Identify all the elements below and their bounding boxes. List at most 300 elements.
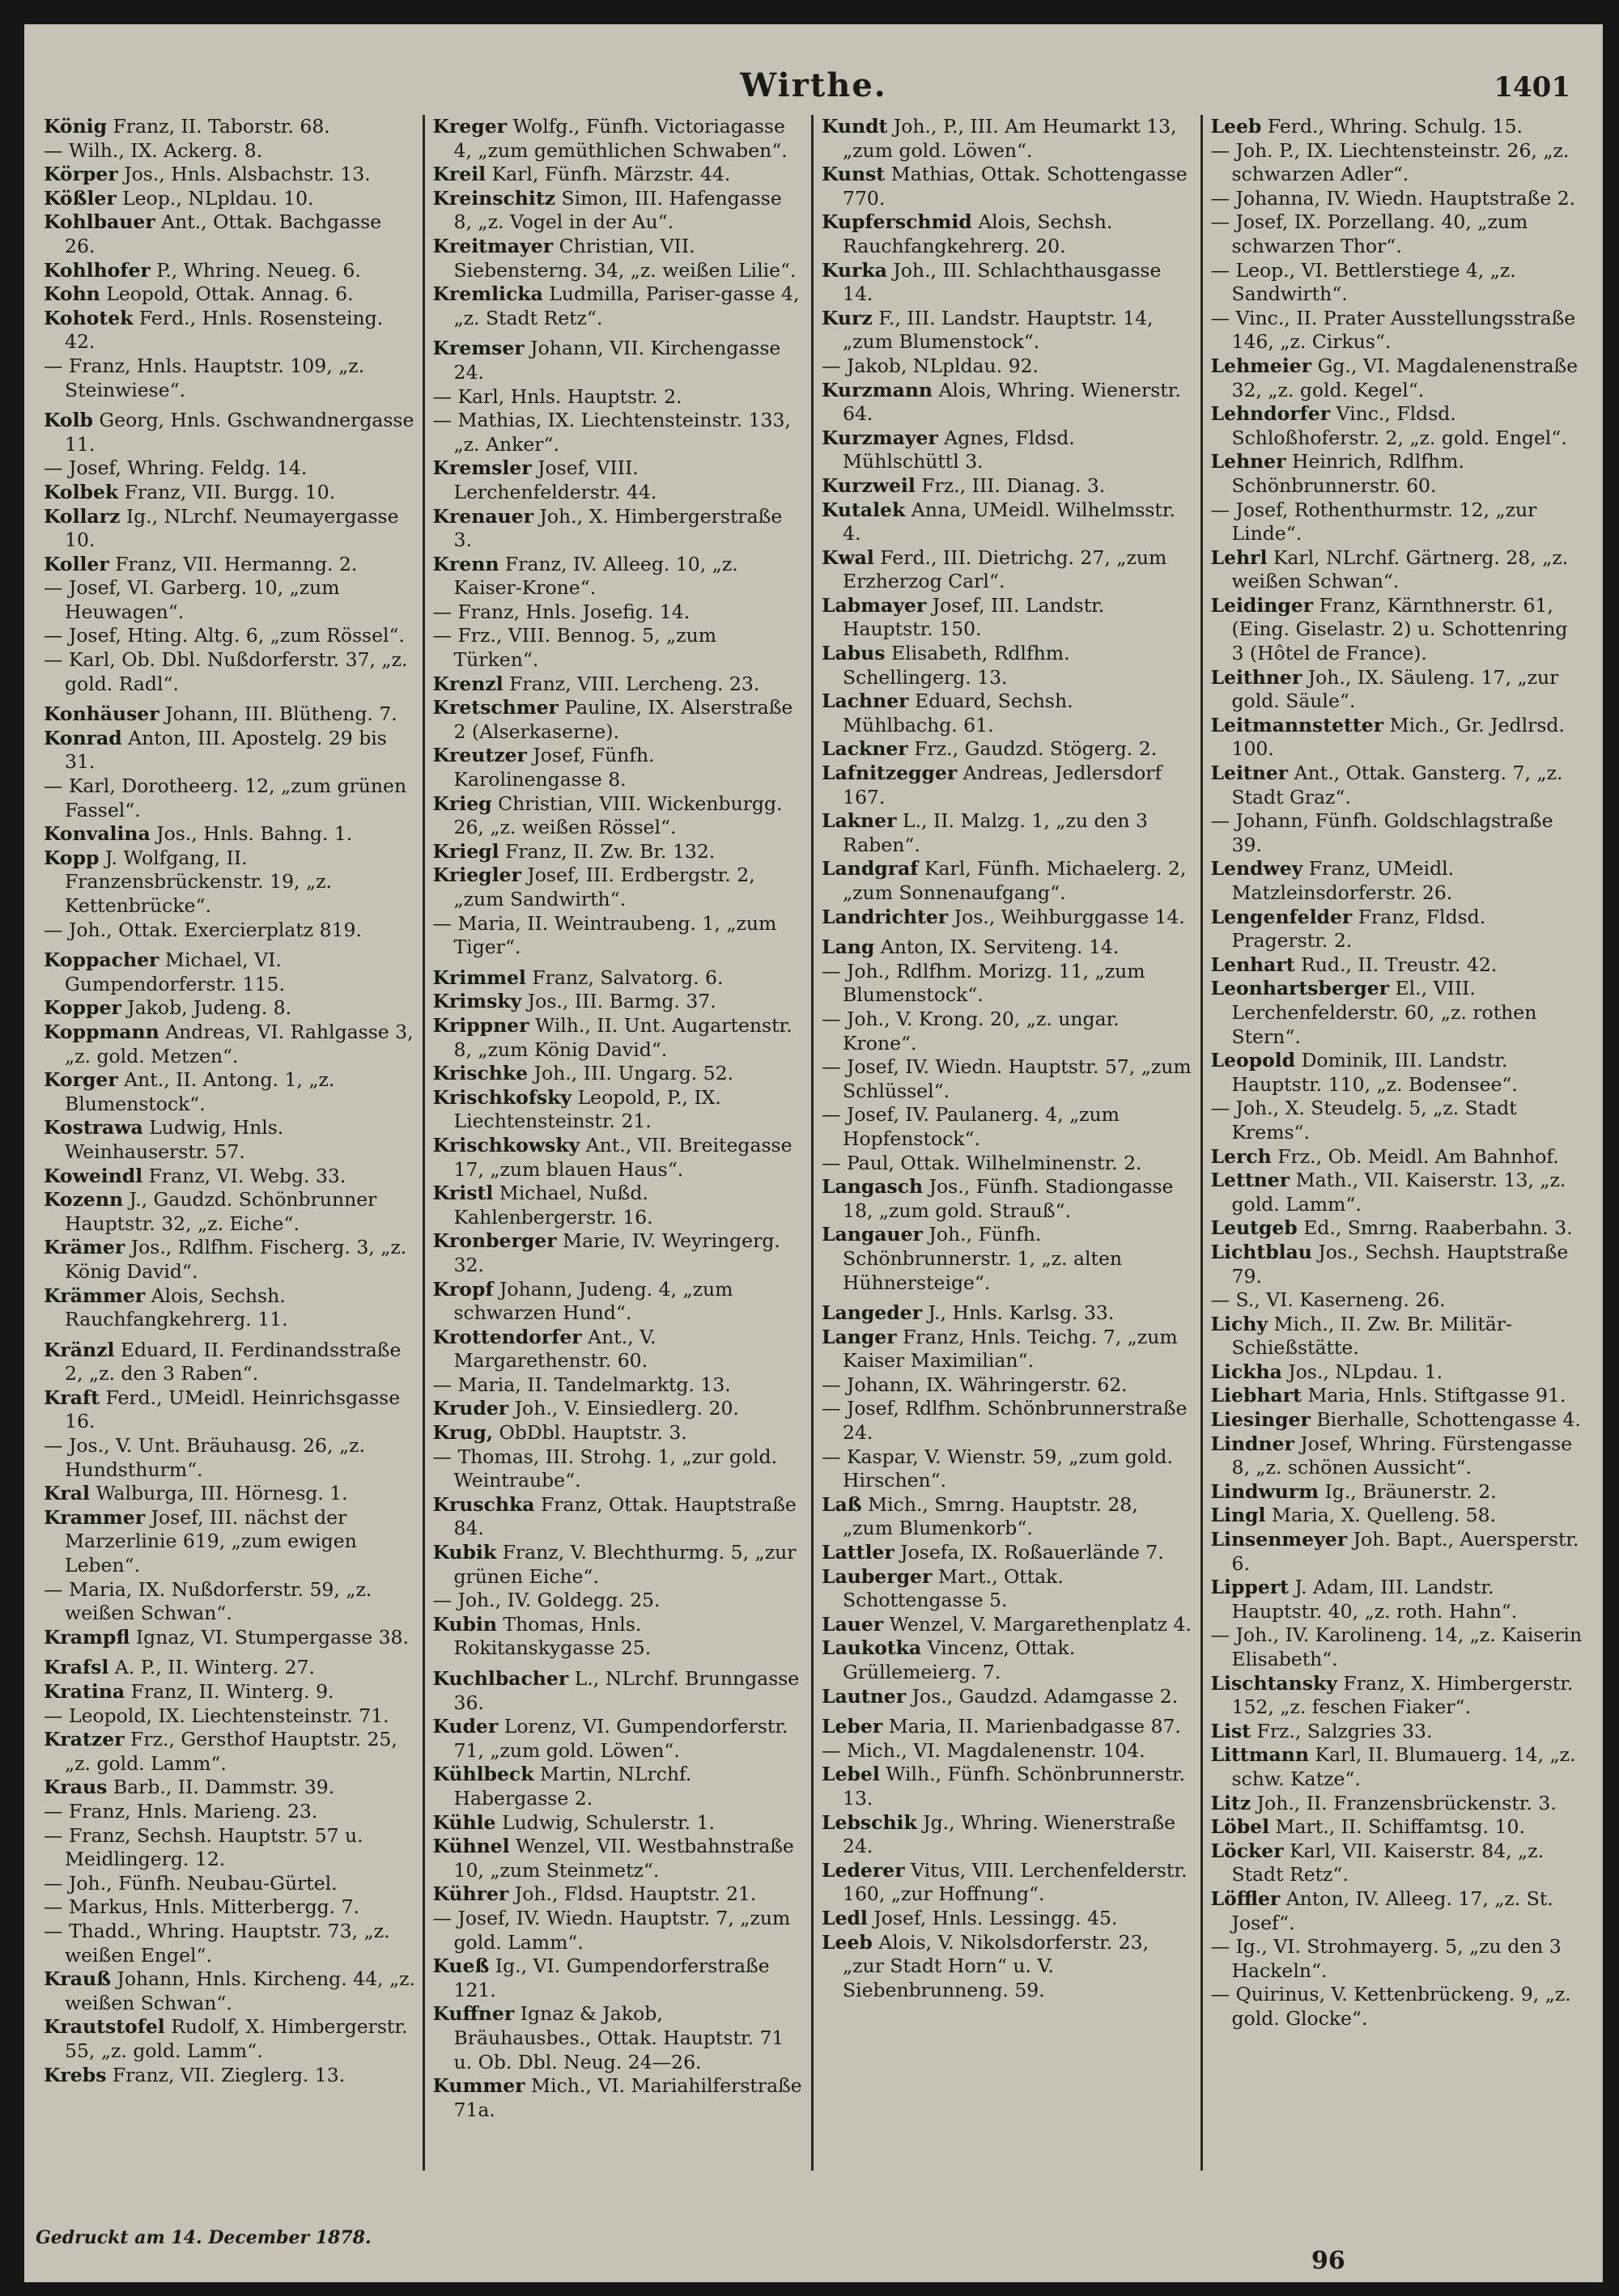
entry-name: Kretschmer bbox=[432, 696, 559, 719]
directory-entry bbox=[822, 1685, 1194, 1709]
entry-details: — Josef, IV. Paulanerg. 4, „zum Hopfenstock“. bbox=[822, 1103, 1120, 1150]
directory-entry bbox=[1211, 1384, 1586, 1408]
entry-details: Ant., II. Antong. 1, „z. Blumenstock“. bbox=[65, 1068, 335, 1115]
entry-name: Lingl bbox=[1210, 1504, 1266, 1527]
directory-entry bbox=[1211, 1935, 1586, 1983]
directory-entry bbox=[1211, 1528, 1586, 1576]
entry-details: Karl, NLrchf. Gärtnerg. 28, „z. weißen Schwan“. bbox=[1231, 545, 1569, 593]
entry-name: Kurzmayer bbox=[822, 426, 938, 449]
directory-entry bbox=[1211, 953, 1586, 978]
entry-name: Landgraf bbox=[822, 857, 919, 881]
entry-name: Kraft bbox=[44, 1386, 100, 1409]
entry-details: — Joh., V. Krong. 20, „z. ungar. Krone“. bbox=[822, 1007, 1120, 1055]
directory-entry bbox=[822, 1445, 1194, 1493]
entry-details: — Vinc., II. Prater Ausstellungsstraße 146, „z. Cirkus“. bbox=[1210, 306, 1576, 354]
entry-details: Mich., II. Zw. Br. Militär-Schießstätte. bbox=[1231, 1312, 1512, 1360]
entry-details: — Josef, Rdlfhm. Schönbrunnerstraße 24. bbox=[822, 1397, 1188, 1445]
entry-details: Jos., Rdlfhm. Fischerg. 3, „z. König David“. bbox=[65, 1236, 407, 1283]
entry-name: Krämmer bbox=[44, 1284, 146, 1307]
directory-entry bbox=[822, 546, 1194, 594]
entry-details: J., Gaudzd. Schönbrunner Hauptstr. 32, „z. Eiche“. bbox=[65, 1188, 377, 1235]
entry-details: Ant., Ottak. Gansterg. 7, „z. Stadt Graz“. bbox=[1231, 762, 1563, 808]
directory-entry bbox=[433, 744, 805, 792]
directory-entry bbox=[1211, 1241, 1586, 1288]
entry-name: Liebhart bbox=[1210, 1384, 1302, 1407]
directory-entry bbox=[433, 1445, 805, 1493]
directory-entry bbox=[44, 259, 416, 283]
entry-details: Anton, III. Apostelg. 29 bis 31. bbox=[65, 726, 387, 774]
entry-name: Lickha bbox=[1210, 1360, 1282, 1383]
directory-entry bbox=[1211, 139, 1586, 187]
entry-details: Lorenz, VI. Gumpendorferstr. 71, „zum gold. Löwen“. bbox=[453, 1715, 788, 1762]
entry-name: Lederer bbox=[822, 1858, 905, 1882]
directory-entry bbox=[433, 1835, 805, 1882]
entry-name: Kränzl bbox=[44, 1338, 115, 1361]
entry-name: Leitmannstetter bbox=[1210, 713, 1384, 736]
directory-entry bbox=[822, 1763, 1194, 1810]
entry-details: — Joh., X. Steudelg. 5, „z. Stadt Krems“. bbox=[1210, 1097, 1517, 1144]
entry-name: Koppacher bbox=[44, 949, 159, 972]
directory-entry bbox=[44, 1434, 416, 1482]
entry-name: Kratina bbox=[44, 1680, 125, 1703]
directory-entry bbox=[822, 1931, 1194, 2003]
directory-entry bbox=[44, 139, 416, 163]
entry-details: — Mich., VI. Magdalenenstr. 104. bbox=[822, 1738, 1145, 1762]
directory-entry bbox=[822, 1907, 1194, 1931]
directory-entry bbox=[433, 1397, 805, 1421]
entry-details: Anton, IV. Alleeg. 17, „z. St. Josef“. bbox=[1231, 1886, 1553, 1934]
entry-name: Langasch bbox=[822, 1175, 924, 1199]
directory-entry bbox=[433, 115, 805, 163]
entry-details: Alois, Sechsh. Rauchfangkehrerg. 20. bbox=[843, 210, 1113, 257]
entry-details: Andreas, VI. Rahlgasse 3, „z. gold. Metzen“. bbox=[65, 1020, 414, 1067]
entry-details: Joh., II. Franzensbrückenstr. 3. bbox=[1251, 1791, 1557, 1814]
directory-entry bbox=[44, 163, 416, 187]
directory-entry bbox=[1211, 1504, 1586, 1528]
directory-entry bbox=[1211, 1360, 1586, 1385]
entry-name: Krottendorfer bbox=[432, 1325, 582, 1348]
entry-name: König bbox=[44, 115, 108, 138]
entry-details: Josefa, IX. Roßauerlände 7. bbox=[894, 1541, 1164, 1564]
directory-entry bbox=[822, 1811, 1194, 1859]
entry-details: Karl, Fünfh. Michaelerg. 2, „zum Sonnenaufgang“. bbox=[843, 857, 1187, 904]
entry-name: Kremser bbox=[432, 337, 525, 360]
entry-name: Kollarz bbox=[44, 504, 121, 528]
entry-details: Martin, NLrchf. Habergasse 2. bbox=[453, 1763, 692, 1810]
directory-entry bbox=[44, 1021, 416, 1068]
entry-name: Koppmann bbox=[44, 1020, 159, 1043]
entry-name: Lehrl bbox=[1210, 545, 1268, 569]
directory-entry bbox=[822, 1055, 1194, 1103]
directory-entry bbox=[822, 1301, 1194, 1326]
directory-entry bbox=[433, 1763, 805, 1810]
directory-entry bbox=[433, 2002, 805, 2074]
directory-entry bbox=[44, 1680, 416, 1704]
entry-name: Kral bbox=[44, 1482, 90, 1505]
directory-entry bbox=[44, 1578, 416, 1626]
entry-name: Leonhartsberger bbox=[1210, 977, 1390, 1000]
entry-details: Franz, VII. Burgg. 10. bbox=[118, 480, 336, 503]
directory-entry bbox=[433, 1373, 805, 1398]
entry-name: Kurka bbox=[822, 258, 887, 282]
directory-entry bbox=[433, 1811, 805, 1836]
entry-details: Jos., NLpdau. 1. bbox=[1281, 1360, 1443, 1383]
directory-entry bbox=[44, 1165, 416, 1189]
directory-entry bbox=[44, 115, 416, 139]
entry-details: Maria, X. Quelleng. 58. bbox=[1265, 1504, 1497, 1527]
entry-details: Marie, IV. Weyringerg. 32. bbox=[453, 1229, 780, 1276]
directory-entry bbox=[433, 966, 805, 991]
entry-details: Alois, Sechsh. Rauchfangkehrerg. 11. bbox=[65, 1284, 288, 1331]
directory-entry bbox=[822, 642, 1194, 690]
entry-name: Lichtblau bbox=[1210, 1240, 1312, 1263]
directory-entry bbox=[1211, 1145, 1586, 1169]
entry-name: Löffler bbox=[1210, 1886, 1281, 1910]
entry-details: Franz, II. Taborstr. 68. bbox=[107, 115, 330, 138]
entry-name: Ledl bbox=[822, 1906, 868, 1929]
entry-name: Lindner bbox=[1210, 1432, 1294, 1455]
entry-details: — Josef, Hting. Altg. 6, „zum Rössel“. bbox=[44, 624, 405, 647]
entry-details: — Joh., Rdlfhm. Morizg. 11, „zum Blumenstock“. bbox=[822, 959, 1145, 1007]
directory-entry bbox=[44, 1800, 416, 1824]
directory-entry bbox=[44, 1116, 416, 1164]
entry-name: Konvalina bbox=[44, 822, 151, 846]
entry-name: Lauer bbox=[822, 1612, 884, 1636]
directory-entry bbox=[433, 385, 805, 410]
directory-entry bbox=[433, 1229, 805, 1277]
entry-name: Laukotka bbox=[822, 1636, 922, 1660]
entry-details: — Joh., IV. Karolineng. 14, „z. Kaiserin Elisabeth“. bbox=[1210, 1623, 1583, 1670]
entry-details: Mart., Ottak. Schottengasse 5. bbox=[843, 1564, 1064, 1612]
directory-entry bbox=[433, 1062, 805, 1086]
entry-name: Lerch bbox=[1210, 1144, 1272, 1168]
entry-name: Lindwurm bbox=[1210, 1479, 1319, 1503]
entry-name: Kohn bbox=[44, 282, 100, 306]
entry-name: Kronberger bbox=[432, 1229, 557, 1253]
directory-entry bbox=[44, 1386, 416, 1434]
entry-name: Krenzl bbox=[432, 672, 504, 695]
entry-name: Lauberger bbox=[822, 1564, 933, 1588]
entry-name: Kuffner bbox=[432, 2002, 515, 2026]
entry-name: Krenn bbox=[432, 552, 499, 575]
entry-details: Johann, VII. Kirchengasse 24. bbox=[453, 337, 781, 384]
entry-name: Leeb bbox=[1210, 115, 1262, 138]
entry-name: Krippner bbox=[432, 1013, 529, 1037]
entry-details: — Johanna, IV. Wiedn. Hauptstraße 2. bbox=[1210, 186, 1576, 210]
entry-details: Jos., III. Barmg. 37. bbox=[521, 990, 716, 1013]
entry-details: Joh. Bapt., Auersperstr. 6. bbox=[1231, 1528, 1579, 1575]
entry-details: F., III. Landstr. Hauptstr. 14, „zum Blumenstock“. bbox=[843, 306, 1154, 354]
directory-page bbox=[24, 24, 1603, 2282]
directory-entry bbox=[44, 553, 416, 577]
entry-details: Joh., P., III. Am Heumarkt 13, „zum gold. Löwen“. bbox=[843, 115, 1177, 162]
directory-entry bbox=[822, 1715, 1194, 1739]
entry-details: Franz, VII. Hermanng. 2. bbox=[108, 552, 358, 575]
entry-name: Litz bbox=[1210, 1791, 1251, 1814]
entry-details: Christian, VII. Siebensterng. 34, „z. weißen Lilie“. bbox=[453, 234, 797, 282]
entry-name: Kopp bbox=[44, 846, 100, 869]
directory-entry bbox=[433, 1086, 805, 1134]
directory-entry bbox=[1211, 714, 1586, 762]
entry-details: — Maria, IX. Nußdorferstr. 59, „z. weißen Schwan“. bbox=[44, 1577, 372, 1625]
entry-name: Kreil bbox=[432, 163, 487, 186]
directory-entry bbox=[1211, 1480, 1586, 1504]
entry-name: List bbox=[1210, 1719, 1251, 1742]
directory-entry bbox=[433, 1541, 805, 1589]
directory-entry bbox=[822, 1541, 1194, 1565]
entry-details: — Johann, IX. Währingerstr. 62. bbox=[822, 1373, 1128, 1396]
entry-name: Liesinger bbox=[1210, 1408, 1311, 1432]
entry-columns bbox=[36, 115, 1591, 2171]
directory-entry bbox=[1211, 762, 1586, 809]
entry-name: Krischkofsky bbox=[432, 1085, 572, 1109]
entry-name: Kreinschitz bbox=[432, 186, 556, 210]
directory-entry bbox=[44, 702, 416, 727]
entry-details: Vincenz, Ottak. Grüllemeierg. 7. bbox=[843, 1636, 1076, 1683]
entry-name: Lakner bbox=[822, 809, 897, 833]
directory-entry bbox=[44, 919, 416, 943]
entry-name: Lang bbox=[822, 936, 875, 959]
directory-entry bbox=[433, 624, 805, 672]
entry-name: Lackner bbox=[822, 737, 908, 761]
entry-details: J. Wolfgang, II. Franzensbrückenstr. 19, „z. Kettenbrücke“. bbox=[65, 846, 332, 917]
entry-name: Löbel bbox=[1210, 1815, 1270, 1839]
entry-details: Jos., Weihburggasse 14. bbox=[948, 905, 1185, 928]
entry-name: Lebschik bbox=[822, 1810, 917, 1834]
entry-name: Kührer bbox=[432, 1882, 509, 1906]
directory-entry bbox=[1211, 857, 1586, 905]
directory-entry bbox=[1211, 1097, 1586, 1144]
directory-entry bbox=[44, 775, 416, 822]
entry-details: Mart., II. Schiffamtsg. 10. bbox=[1269, 1815, 1525, 1839]
entry-details: — Karl, Hnls. Hauptstr. 2. bbox=[432, 384, 682, 408]
directory-entry bbox=[1211, 354, 1586, 402]
entry-name: Leitner bbox=[1210, 762, 1289, 785]
directory-entry bbox=[822, 427, 1194, 474]
directory-entry bbox=[44, 1284, 416, 1332]
directory-entry bbox=[1211, 1623, 1586, 1671]
directory-entry bbox=[822, 474, 1194, 499]
directory-entry bbox=[433, 840, 805, 864]
entry-details: — Mathias, IX. Liechtensteinstr. 133, „z. Anker“. bbox=[432, 409, 791, 456]
directory-entry bbox=[44, 1872, 416, 1896]
entry-name: Krenauer bbox=[432, 504, 533, 528]
entry-details: Josef, Hnls. Lessingg. 45. bbox=[867, 1906, 1118, 1929]
entry-details: Agnes, Fldsd. Mühlschüttl 3. bbox=[843, 426, 1075, 473]
directory-entry bbox=[822, 354, 1194, 379]
entry-name: Lachner bbox=[822, 690, 909, 713]
entry-details: Mich., VI. Mariahilferstraße 71a. bbox=[453, 2074, 802, 2121]
entry-details: — Josef, Whring. Feldg. 14. bbox=[44, 456, 308, 480]
directory-entry bbox=[433, 2074, 805, 2122]
directory-entry bbox=[44, 307, 416, 354]
entry-details: Rud., II. Treustr. 42. bbox=[1294, 953, 1498, 976]
entry-name: Lattler bbox=[822, 1541, 894, 1564]
directory-entry bbox=[433, 553, 805, 601]
directory-entry bbox=[433, 505, 805, 553]
entry-details: Gg., VI. Magdalenenstraße 32, „z. gold. Kegel“. bbox=[1231, 354, 1579, 401]
entry-details: J. Adam, III. Landstr. Hauptstr. 40, „z. roth. Hahn“. bbox=[1231, 1576, 1518, 1623]
directory-entry bbox=[1211, 1576, 1586, 1623]
entry-name: Kuchlbacher bbox=[432, 1667, 569, 1690]
directory-entry bbox=[44, 1704, 416, 1729]
entry-details: ObDbl. Hauptstr. 3. bbox=[493, 1421, 687, 1445]
directory-entry bbox=[822, 379, 1194, 427]
entry-name: Kremsler bbox=[432, 456, 532, 480]
entry-name: Kostrawa bbox=[44, 1116, 143, 1140]
entry-name: Krebs bbox=[44, 2063, 107, 2086]
entry-name: Kößler bbox=[44, 186, 117, 210]
directory-entry bbox=[433, 282, 805, 330]
entry-details: — Jakob, NLpldau. 92. bbox=[822, 354, 1039, 377]
entry-name: Leopold bbox=[1210, 1049, 1296, 1072]
directory-entry bbox=[433, 1589, 805, 1613]
entry-name: Kreitmayer bbox=[432, 234, 554, 257]
directory-entry bbox=[1211, 1743, 1586, 1791]
entry-name: Krauß bbox=[44, 1967, 111, 1991]
entry-name: Konrad bbox=[44, 726, 122, 749]
entry-name: Krieg bbox=[432, 792, 492, 815]
entry-details: Wenzel, VII. Westbahnstraße 10, „zum Steinmetz“. bbox=[453, 1835, 794, 1882]
directory-entry bbox=[822, 1152, 1194, 1176]
directory-entry bbox=[44, 1236, 416, 1284]
entry-details: Vinc., Fldsd. Schloßhoferstr. 2, „z. gold. Engel“. bbox=[1231, 402, 1567, 449]
entry-name: Kreutzer bbox=[432, 744, 527, 767]
entry-details: Franz, VII. Zieglerg. 13. bbox=[106, 2063, 346, 2086]
directory-entry bbox=[433, 187, 805, 235]
directory-entry bbox=[822, 1326, 1194, 1373]
directory-entry bbox=[44, 1626, 416, 1650]
entry-details: — Joh., Fünfh. Neubau-Gürtel. bbox=[44, 1871, 338, 1895]
entry-details: Franz, II. Winterg. 9. bbox=[125, 1680, 334, 1703]
entry-details: Jos., Sechsh. Hauptstraße 79. bbox=[1231, 1240, 1569, 1288]
directory-entry bbox=[433, 990, 805, 1014]
entry-details: Franz, Hnls. Teichg. 7, „zum Kaiser Maximilian“. bbox=[843, 1325, 1178, 1373]
directory-entry bbox=[822, 809, 1194, 857]
entry-name: Kueß bbox=[432, 1954, 490, 1978]
entry-details: Frz., Salzgries 33. bbox=[1251, 1719, 1433, 1742]
directory-entry bbox=[822, 906, 1194, 930]
entry-details: Anna, UMeidl. Wilhelmsstr. 4. bbox=[843, 498, 1176, 545]
entry-details: Ig., NLrchf. Neumayergasse 10. bbox=[65, 504, 399, 552]
directory-entry bbox=[433, 1907, 805, 1954]
entry-details: Franz, Salvatorg. 6. bbox=[525, 966, 724, 989]
directory-entry bbox=[1211, 1216, 1586, 1241]
entry-name: Langauer bbox=[822, 1223, 923, 1246]
entry-details: Ant., V. Margarethenstr. 60. bbox=[453, 1325, 657, 1373]
directory-entry bbox=[433, 1954, 805, 2002]
entry-name: Löcker bbox=[1210, 1839, 1284, 1862]
directory-entry bbox=[822, 1175, 1194, 1223]
entry-name: Kwal bbox=[822, 545, 874, 569]
directory-entry bbox=[1211, 546, 1586, 594]
entry-details: Frz., Gaudzd. Stögerg. 2. bbox=[907, 737, 1158, 761]
directory-entry bbox=[1211, 307, 1586, 354]
entry-details: Math., VII. Kaiserstr. 13, „z. gold. Lamm“. bbox=[1231, 1169, 1566, 1216]
entry-name: Lichy bbox=[1210, 1312, 1268, 1335]
entry-details: — Franz, Sechsh. Hauptstr. 57 u. Meidlingerg. 12. bbox=[44, 1823, 363, 1871]
entry-details: Johann, III. Blütheng. 7. bbox=[159, 702, 397, 726]
entry-name: Kundt bbox=[822, 115, 888, 138]
entry-details: Johann, Hnls. Kircheng. 44, „z. weißen Schwan“. bbox=[65, 1967, 416, 2014]
directory-entry bbox=[44, 624, 416, 648]
directory-entry bbox=[44, 1967, 416, 2015]
entry-name: Kühnel bbox=[432, 1835, 510, 1858]
entry-name: Krimmel bbox=[432, 966, 526, 989]
entry-details: — Joh., Ottak. Exercierplatz 819. bbox=[44, 918, 362, 941]
directory-entry bbox=[1211, 450, 1586, 498]
entry-name: Kruder bbox=[432, 1397, 509, 1420]
entry-details: Leopold, P., IX. Liechtensteinstr. 21. bbox=[453, 1085, 721, 1133]
directory-entry bbox=[433, 1278, 805, 1326]
entry-details: Jakob, Judeng. 8. bbox=[121, 996, 292, 1020]
directory-entry bbox=[822, 594, 1194, 642]
entry-details: Ig., Bräunerstr. 2. bbox=[1319, 1479, 1497, 1503]
entry-details: Georg, Hnls. Gschwandnergasse 11. bbox=[65, 409, 414, 456]
directory-entry bbox=[433, 601, 805, 625]
entry-details: Elisabeth, Rdlfhm. Schellingerg. 13. bbox=[843, 642, 1070, 689]
entry-details: — Maria, II. Weintraubeng. 1, „zum Tiger“. bbox=[432, 911, 777, 959]
entry-details: Leop., NLpldau. 10. bbox=[116, 186, 314, 210]
directory-entry bbox=[44, 1776, 416, 1800]
page-title: Wirthe. bbox=[740, 66, 887, 104]
entry-name: Krafsl bbox=[44, 1656, 109, 1679]
column-2 bbox=[425, 115, 814, 2171]
entry-details: Ignaz & Jakob, Bräuhausbes., Ottak. Hauptstr. 71 u. Ob. Dbl. Neug. 24—26. bbox=[453, 2002, 784, 2073]
entry-name: Koweindl bbox=[44, 1164, 143, 1187]
directory-entry bbox=[1211, 906, 1586, 953]
directory-entry bbox=[44, 949, 416, 996]
entry-details: Jg., Whring. Wienerstraße 24. bbox=[843, 1810, 1176, 1858]
signature-mark: 96 bbox=[1311, 2247, 1345, 2275]
directory-entry bbox=[822, 163, 1194, 210]
directory-entry bbox=[822, 115, 1194, 163]
directory-entry bbox=[44, 1920, 416, 1967]
entry-details: Alois, V. Nikolsdorferstr. 23, „zur Stadt Horn“ u. V. Siebenbrunneng. 59. bbox=[843, 1930, 1149, 2001]
entry-name: Krug, bbox=[432, 1421, 494, 1445]
entry-details: Ludwig, Schulerstr. 1. bbox=[495, 1810, 716, 1834]
entry-details: Franz, UMeidl. Matzleinsdorferstr. 26. bbox=[1231, 857, 1455, 904]
entry-details: — Markus, Hnls. Mitterbergg. 7. bbox=[44, 1895, 360, 1919]
directory-entry bbox=[44, 1728, 416, 1776]
directory-entry bbox=[1211, 666, 1586, 714]
entry-details: Rudolf, X. Himbergerstr. 55, „z. gold. Lamm“. bbox=[65, 2015, 408, 2062]
directory-entry bbox=[433, 1182, 805, 1229]
entry-details: Josef, Whring. Fürstengasse 8, „z. schönen Aussicht“. bbox=[1231, 1432, 1573, 1479]
entry-name: Kubin bbox=[432, 1612, 497, 1636]
directory-entry bbox=[822, 690, 1194, 737]
entry-name: Koller bbox=[44, 552, 109, 575]
entry-name: Krischkowsky bbox=[432, 1133, 580, 1156]
directory-entry bbox=[44, 1895, 416, 1920]
directory-entry bbox=[1211, 977, 1586, 1049]
entry-name: Kurzweil bbox=[822, 473, 916, 497]
directory-entry bbox=[44, 187, 416, 211]
entry-details: Ferd., UMeidl. Heinrichsgasse 16. bbox=[65, 1386, 401, 1433]
entry-name: Kutalek bbox=[822, 498, 906, 521]
directory-entry bbox=[1211, 1049, 1586, 1097]
entry-details: Eduard, Sechsh. Mühlbachg. 61. bbox=[843, 690, 1073, 736]
directory-entry bbox=[822, 499, 1194, 546]
entry-details: Ignaz, VI. Stumpergasse 38. bbox=[130, 1625, 409, 1649]
entry-details: Wolfg., Fünfh. Victoriagasse 4, „zum gemüthlichen Schwaben“. bbox=[453, 115, 788, 162]
entry-name: Krammer bbox=[44, 1505, 146, 1529]
entry-details: Ig., VI. Gumpendorferstraße 121. bbox=[453, 1954, 770, 2001]
entry-details: — Josef, IV. Wiedn. Hauptstr. 57, „zum Schlüssel“. bbox=[822, 1055, 1192, 1102]
entry-details: — Maria, II. Tandelmarktg. 13. bbox=[432, 1373, 731, 1396]
directory-entry bbox=[44, 2015, 416, 2063]
entry-name: Leeb bbox=[822, 1930, 873, 1954]
